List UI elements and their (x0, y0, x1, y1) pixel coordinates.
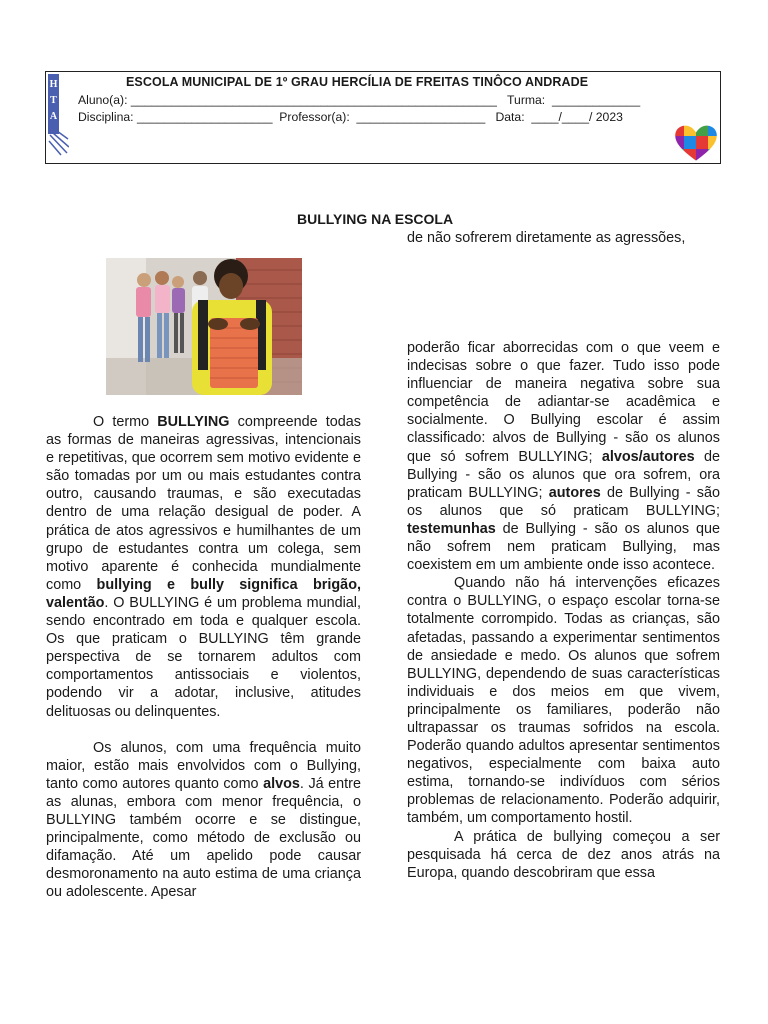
school-logo-icon (47, 73, 69, 157)
right-column (407, 339, 720, 882)
term-alvos: alvos (263, 775, 300, 792)
turma-label: Turma: (507, 93, 546, 107)
turma-field[interactable]: _____________ (551, 93, 641, 107)
logo-letter-t: T (50, 95, 57, 106)
term-alvos-autores: alvos/autores (601, 448, 695, 465)
left-paragraph-1: O termo BULLYING compreende todas as formas de maneiras agressivas, intencionais e repetitivas, que ocorrem sem motivo evidente e são tomadas por um ou mais estudantes contra outro, causando traumas, e são executadas dentro de uma relação desigual de poder. A prática de atos agressivos e humilhantes de um grupo de estudantes contra um colega, sem motivo aparente é conhecida mundialmente como bullying e bully significa brigão, valentão. O BULLYING é um problema mundial, sendo encontrado em toda e qualquer escola. Os que praticam o BULLYING têm grande perspectiva de se tornarem adultos com comportamentos antissociais e violentos, podendo vir a adotar, inclusive, atitudes delituosas ou delinquentes. (46, 414, 361, 720)
header-line-student (78, 93, 640, 107)
aluno-field[interactable]: ______________________________________________________ (130, 93, 497, 107)
document-title: BULLYING NA ESCOLA (297, 211, 454, 227)
disciplina-label: Disciplina: (78, 110, 134, 124)
data-field[interactable]: ____/____/ 2023 (531, 110, 623, 124)
header-line-class (78, 110, 623, 124)
aluno-label: Aluno(a): (78, 93, 128, 107)
left-column (46, 413, 361, 901)
right-paragraph-1: poderão ficar aborrecidas com o que veem e indecisas sobre o que fazer. Tudo isso pode influenciar de maneira negativa sobre sua competência de adiantar-se acadêmica e socialmente. O Bullying escolar é assim classificado: alvos de Bullying - são os alunos que só sofrem BULLYING; alvos/autores de Bullying - são os alunos que ora sofrem, ora praticam BULLYING; autores de Bullying - são os alunos que só praticam BULLYING; testemunhas de Bullying - são os alunos que não sofrem nem praticam Bullying, mas coexistem em um ambiente onde isso acontece. (407, 340, 720, 574)
right-paragraph-2: Quando não há intervenções eficazes contra o BULLYING, o espaço escolar torna-se totalmente corrompido. Todas as crianças, são afetadas, passando a experimentar sentimentos de ansiedade e medo. Os alunos que sofrem BULLYING, dependendo de suas características individuais e dos meios em que vivem, principalmente os familiares, poderão não ultrapassar os traumas sofridos na escola. Poderão quando adultos apresentar sentimentos negativos, especialmente com baixa auto estima, tornando-se indivíduos com sérios problemas de relacionamento. Poderão adquirir, também, um comportamento hostil. (407, 575, 720, 827)
professor-label: Professor(a): (279, 110, 350, 124)
right-paragraph-3: A prática de bullying começou a ser pesquisada há cerca de dez anos atrás na Europa, quando descobriram que essa (407, 828, 720, 881)
header-box (45, 71, 721, 164)
term-testemunhas: testemunhas (407, 520, 496, 537)
term-bullying: BULLYING (157, 414, 230, 430)
professor-field[interactable]: ___________________ (356, 110, 486, 124)
right-top-text: de não sofrerem diretamente as agressões, (407, 230, 686, 246)
term-bully-definition: bullying e bully significa brigão, valentão (46, 576, 361, 611)
right-column-top (407, 229, 720, 247)
school-name: ESCOLA MUNICIPAL DE 1º GRAU HERCÍLIA DE FREITAS TINÔCO ANDRADE (126, 75, 589, 89)
disciplina-field[interactable]: ____________________ (136, 110, 273, 124)
puzzle-heart-icon (672, 123, 720, 163)
term-autores: autores (548, 484, 601, 501)
logo-letter-a: A (49, 111, 58, 122)
logo-letter-h: H (49, 79, 58, 90)
left-paragraph-2: Os alunos, com uma frequência muito maior, estão mais envolvidos com o Bullying, tanto como autores quanto como alvos. Já entre as alunas, embora com menor frequência, o BULLYING também ocorre e se distingue, principalmente, como método de exclusão ou difamação. Até um apelido pode causar desmoronamento na auto estima de uma criança ou adolescente. Apesar (46, 739, 361, 901)
bullying-photo (106, 258, 302, 395)
data-label: Data: (495, 110, 525, 124)
